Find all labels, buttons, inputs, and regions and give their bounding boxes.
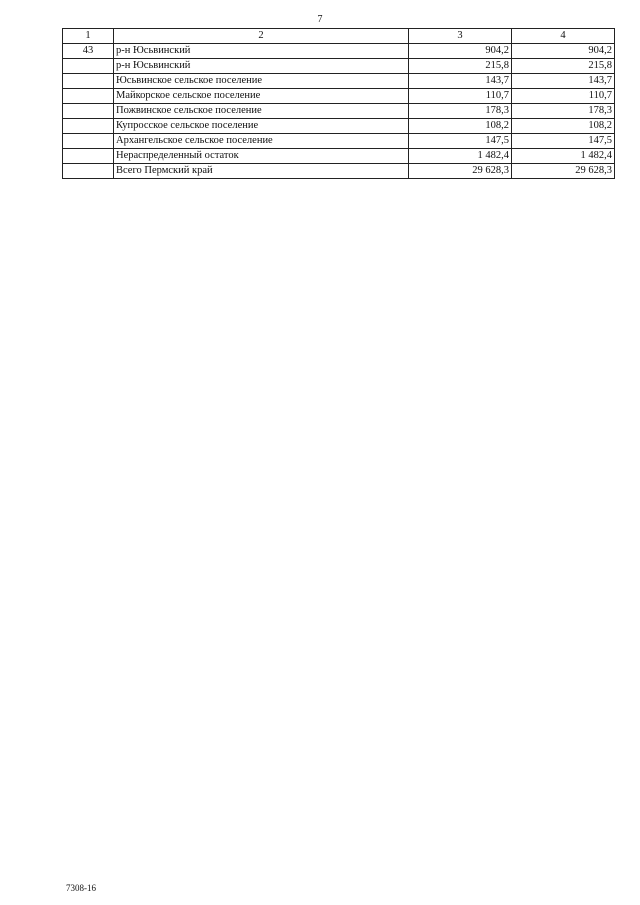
row-value-col3: 108,2 — [409, 119, 512, 134]
row-number — [63, 119, 114, 134]
row-name: р-н Юсьвинский — [114, 59, 409, 74]
table-row — [63, 74, 615, 89]
row-value-col4: 110,7 — [512, 89, 615, 104]
row-value-col3: 178,3 — [409, 104, 512, 119]
row-value-col4: 178,3 — [512, 104, 615, 119]
row-value-col3: 143,7 — [409, 74, 512, 89]
row-value-col3: 147,5 — [409, 134, 512, 149]
row-value-col4: 904,2 — [512, 44, 615, 59]
page-number: 7 — [317, 14, 323, 25]
table-header-row — [63, 29, 615, 44]
row-value-col4: 215,8 — [512, 59, 615, 74]
row-name: Архангельское сельское поселение — [114, 134, 409, 149]
row-value-col3: 110,7 — [409, 89, 512, 104]
column-header-3: 3 — [409, 29, 512, 44]
row-number — [63, 164, 114, 179]
row-value-col4: 29 628,3 — [512, 164, 615, 179]
row-name: р-н Юсьвинский — [114, 44, 409, 59]
row-name: Майкорское сельское поселение — [114, 89, 409, 104]
row-value-col3: 215,8 — [409, 59, 512, 74]
table-row — [63, 89, 615, 104]
row-name: Купросское сельское поселение — [114, 119, 409, 134]
table-row — [63, 44, 615, 59]
row-value-col4: 1 482,4 — [512, 149, 615, 164]
row-value-col3: 904,2 — [409, 44, 512, 59]
row-number — [63, 89, 114, 104]
row-name: Всего Пермский край — [114, 164, 409, 179]
table-row — [63, 134, 615, 149]
data-table — [62, 28, 615, 179]
table-row — [63, 164, 615, 179]
table-row — [63, 119, 615, 134]
row-number — [63, 104, 114, 119]
row-number: 43 — [63, 44, 114, 59]
row-value-col3: 29 628,3 — [409, 164, 512, 179]
column-header-1: 1 — [63, 29, 114, 44]
column-header-2: 2 — [114, 29, 409, 44]
row-value-col4: 108,2 — [512, 119, 615, 134]
row-name: Нераспределенный остаток — [114, 149, 409, 164]
row-value-col3: 1 482,4 — [409, 149, 512, 164]
footer-document-code: 7308-16 — [66, 883, 96, 893]
row-name: Юсьвинское сельское поселение — [114, 74, 409, 89]
table-row — [63, 149, 615, 164]
row-number — [63, 74, 114, 89]
row-value-col4: 143,7 — [512, 74, 615, 89]
row-number — [63, 134, 114, 149]
table-row — [63, 59, 615, 74]
row-number — [63, 149, 114, 164]
table-row — [63, 104, 615, 119]
column-header-4: 4 — [512, 29, 615, 44]
row-value-col4: 147,5 — [512, 134, 615, 149]
row-name: Пожвинское сельское поселение — [114, 104, 409, 119]
row-number — [63, 59, 114, 74]
